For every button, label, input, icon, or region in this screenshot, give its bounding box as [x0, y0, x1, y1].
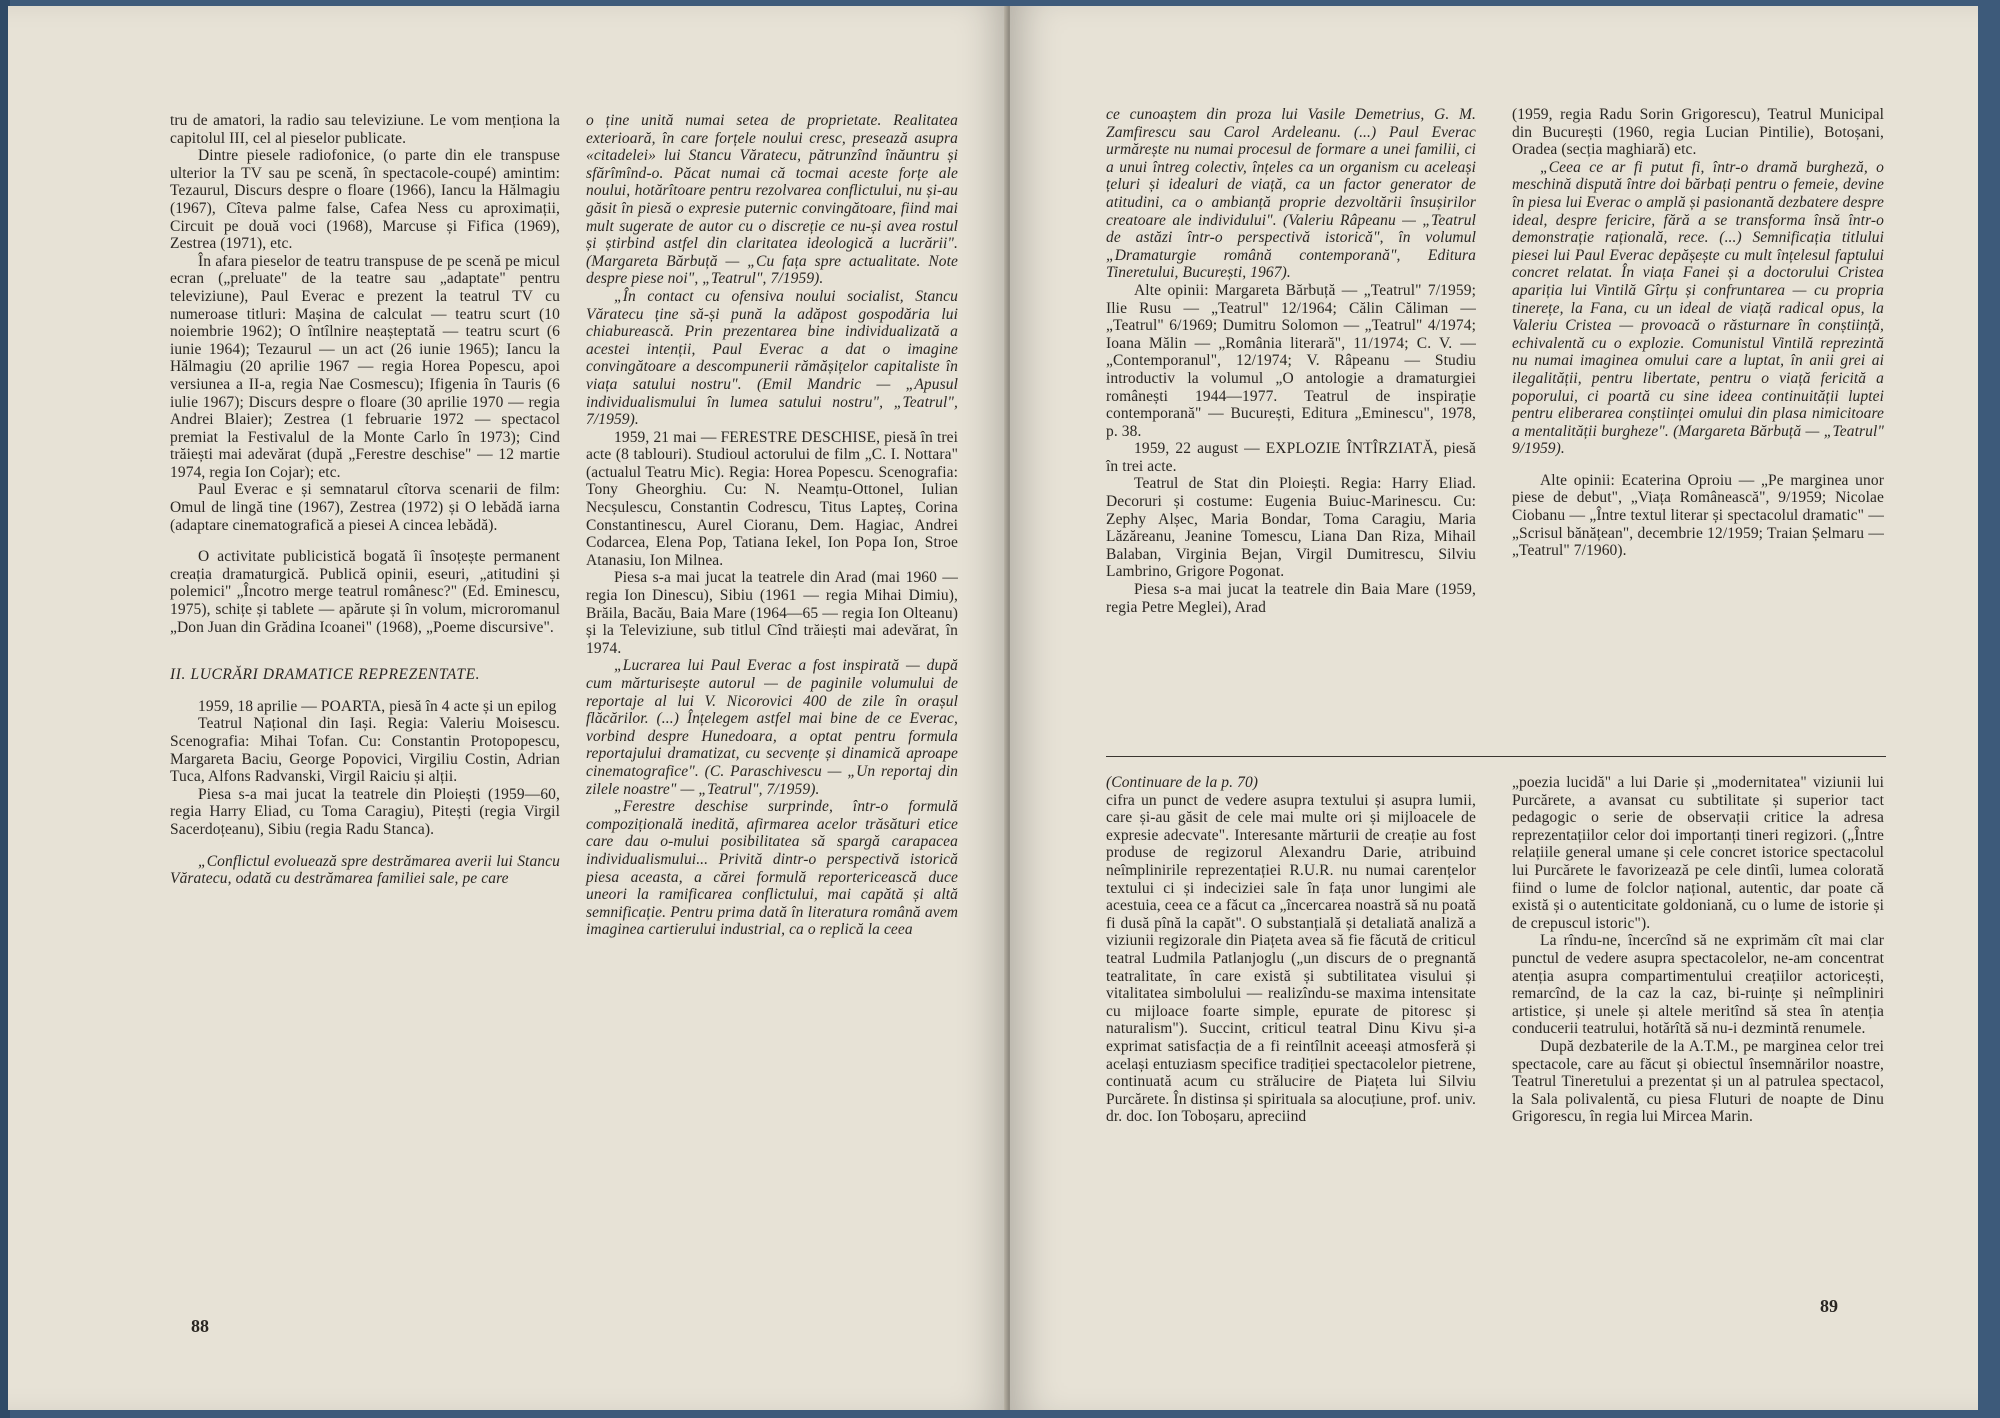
left-page [8, 6, 1008, 1410]
paragraph: O activitate publicistică bogată îi însoțește permanent creația dramaturgică. Publică opinii, eseuri, „atitudini și polemici" „Încotro merge teatrul românesc?" (Ed. Eminescu, 1975), schițe și tablete — apărute și în volum, microromanul „Don Juan din Grădina Icoanei" (1968), „Poeme discursive". [170, 548, 560, 636]
section-heading: II. LUCRĂRI DRAMATICE REPREZENTATE. [170, 666, 481, 684]
continuation-note: (Continuare de la p. 70) [1106, 774, 1259, 791]
right-column-2 [1512, 106, 1884, 560]
quotation: o ține unită numai setea de proprietate. Realitatea exterioară, în care forțele noului cresc, presează asupra «citadelei» lui Stancu Văratecu, pătrunzînd înăuntru și sfărîmînd-o. Păcat numai că tocmai aceste forțe ale noului, hotărîtoare pentru rezolvarea conflictului, nu și-au găsit în piesă o expresie puternic convingătoare, fiind mai mult sugerate de autor cu o discreție ce nu-și avea rostul și știrbind astfel din claritatea ideologică a lucrării". (Margareta Bărbuță — „Cu fața spre actualitate. Note despre piese noi", „Teatrul", 7/1959). [586, 112, 958, 288]
paragraph: La rîndu-ne, încercînd să ne exprimăm cît mai clar punctul de vedere asupra spectacolelor, ne-am concentrat atenția asupra compartimentului creațiilor actoricești, remarcînd, de la caz la caz, bi-ruințe și neîmpliniri artistice, și unele și altele meritînd să stea în atenția conducerii teatrului, hotărîtă să nu-i dezmintă renumele. [1512, 932, 1884, 1038]
right-column-3 [1106, 774, 1476, 1126]
paragraph: Dintre piesele radiofonice, (o parte din ele transpuse ulterior la TV sau pe scenă, în spectacole-coupé) amintim: Tezaurul, Discurs despre o floare (1966), Iancu la Hălmagiu (1967), Cîteva palme false, Cafea Ness cu aproximații, Circuit pe două voci (1968), Marcuse și Fifica (1969), Zestrea (1971), etc. [170, 147, 560, 253]
left-column-1 [170, 112, 560, 888]
quotation: „Ferestre deschise surprinde, într-o formulă compozițională inedită, afirmarea acelor trăsături etice care dau o-mului posibilitatea să spargă carapacea individualismului... Privită dintr-o perspectivă istorică piesa aceasta, a cărei formulă reportericească duce uneori la ramificarea conflictului, mai capătă și altă semnificație. Pentru prima dată în literatura română avem imaginea cartierului industrial, ca o replică la ceea [586, 798, 958, 939]
quotation: ce cunoaștem din proza lui Vasile Demetrius, G. M. Zamfirescu sau Carol Ardeleanu. (...) Paul Everac urmărește nu numai procesul de formare a unei familii, ci a unui întreg colectiv, înțeles ca un organism cu aceleași țeluri și idealuri de viață, ca un factor generator de atitudini, ca o ambianță proprie dezvoltării însușirilor creatoare ale individului". (Valeriu Râpeanu — „Teatrul de astăzi într-o perspectivă istorică", în volumul „Dramaturgie română contemporană", Editura Tineretului, București, 1967). [1106, 106, 1476, 282]
paragraph: „poezia lucidă" a lui Darie și „modernitatea" viziunii lui Purcărete, a avansat cu subtilitate și superior tact pedagogic o serie de observații critice la adresa reprezentațiilor celor doi importanți tineri regizori. („Între relațiile general umane și cele concret istorice spectacolul lui Purcărete le favorizează pe cele dintîi, lumea colorată fiind o lume de folclor național, autentic, dar poate că există și o autenticitate goldoniană, cu o lume de istorie și de crepuscul istoric"). [1512, 774, 1884, 932]
paragraph: Teatrul Național din Iași. Regia: Valeriu Moisescu. Scenografia: Mihai Tofan. Cu: Constantin Protopopescu, Margareta Baciu, George Popovici, Virgiliu Costin, Adrian Tuca, Alfons Radvanski, Virgil Raiciu și alții. [170, 715, 560, 786]
paragraph: tru de amatori, la radio sau televiziune. Le vom menționa la capitolul III, cel al pieselor publicate. [170, 112, 560, 147]
paragraph: Piesa s-a mai jucat la teatrele din Ploiești (1959—60, regia Harry Eliad, cu Toma Caragiu), Pitești (regia Virgil Sacerdoțeanu), Sibiu (regia Radu Stanca). [170, 785, 560, 838]
paragraph: Alte opinii: Margareta Bărbuță — „Teatrul" 7/1959; Ilie Rusu — „Teatrul" 12/1964; Călin Căliman — „Teatrul" 6/1969; Dumitru Solomon — „Teatrul" 4/1974; Ioana Mălin — „România literară", 11/1974; C. V. — „Contemporanul", 12/1974; V. Râpeanu — Studiu introductiv la volumul „O antologie a dramaturgiei românești 1944—1977. Teatrul de inspirație contemporană" — București, Editura „Eminescu", 1978, p. 38. [1106, 281, 1476, 440]
paragraph: Alte opinii: Ecaterina Oproiu — „Pe marginea unor piese de debut", „Viața Românească", 9/1959; Nicolae Ciobanu — „Între textul literar și spectacolul dramatic" — „Scrisul bănățean", decembrie 12/1959; Traian Șelmaru — „Teatrul" 7/1960). [1512, 471, 1884, 560]
paragraph: 1959, 18 aprilie — POARTA, piesă în 4 acte și un epilog [198, 697, 557, 715]
left-column-2 [586, 112, 958, 939]
quotation: „Ceea ce ar fi putut fi, într-o dramă burgheză, o meschină dispută între doi bărbați pentru o femeie, devine în piesa lui Everac o amplă și pasionantă dezbatere despre ideal, despre fericire, fără a se transforma însă într-o demonstrație rațională, rece. (...) Semnificația titlului piesei lui Paul Everac depășește cu mult înțelesul faptului concret relatat. În viața Fanei și a doctorului Cristea apariția lui Vintilă Gîrțu și confruntarea — cu propria tinerețe, la Fana, cu un ideal de viață radical opus, la Valeriu Cristea — provoacă o răsturnare în conștiință, echivalentă cu o explozie. Comunistul Vintilă reprezintă nu numai imaginea omului care a luptat, în anii grei ai ilegalității, pentru libertate, pentru o viață fericită a poporului, ci poartă cu sine ideea continuității luptei pentru eliberarea conștiinței omului din plasa nimicitoare a mentalității burgheze". (Margareta Bărbuță — „Teatrul" 9/1959). [1512, 158, 1884, 458]
paragraph: În afara pieselor de teatru transpuse de pe scenă pe micul ecran („preluate" de la teatre sau „adaptate" pentru televiziune), Paul Everac e prezent la teatrul TV cu numeroase titluri: Mașina de calculat — teatru scurt (10 noiembrie 1962); O întîlnire neașteptată — teatru scurt (6 iunie 1964); Tezaurul — un act (26 iunie 1965); Iancu la Hălmagiu (20 aprilie 1967 — regia Horea Popescu, apoi versiunea a II-a, regia Nae Cosmescu); Ifigenia în Tauris (6 iulie 1967); Discurs despre o floare (30 aprilie 1970 — regia Andrei Blaier); Zestrea (1 februarie 1972 — spectacol premiat la Festivalul de la Monte Carlo în 1973); Cind trăiești mai adevărat (după „Ferestre deschise" — 12 martie 1974, regia Ion Cojar); etc. [170, 252, 560, 481]
paragraph: (1959, regia Radu Sorin Grigorescu), Teatrul Municipal din București (1960, regia Lucian Pintilie), Botoșani, Oradea (secția maghiară) etc. [1512, 106, 1884, 159]
paragraph: 1959, 22 august — EXPLOZIE ÎNTÎRZIATĂ, piesă în trei acte. [1106, 440, 1476, 475]
page-number: 88 [191, 1316, 209, 1336]
right-column-1 [1106, 106, 1476, 616]
quotation: „Conflictul evoluează spre destrămarea averii lui Stancu Văratecu, odată cu destrămarea familiei sale, pe care [170, 852, 560, 888]
paragraph: Piesa s-a mai jucat la teatrele din Arad (mai 1960 — regia Ion Dinescu), Sibiu (1961 — regia Mihai Dimiu), Brăila, Bacău, Baia Mare (1964—65 — regia Ion Olteanu) și la Televiziune, sub titlul Cînd trăiești mai adevărat, în 1974. [586, 569, 958, 657]
paragraph: Piesa s-a mai jucat la teatrele din Baia Mare (1959, regia Petre Meglei), Arad [1106, 581, 1476, 616]
quotation: „Lucrarea lui Paul Everac a fost inspirată — după cum mărturisește autorul — de paginile volumului de reportaje al lui V. Nicorovici 400 de zile în orașul flăcărilor. (...) Înțelegem astfel mai bine de ce Everac, vorbind despre Hunedoara, a optat pentru formula reportajului dramatizat, cu secvențe și dinamică aproape cinematografice". (C. Paraschivescu — „Un reportaj din zilele noastre" — „Teatrul", 7/1959). [586, 657, 958, 798]
paragraph: 1959, 21 mai — FERESTRE DESCHISE, piesă în trei acte (8 tablouri). Studioul actorului de film „C. I. Nottara" (actualul Teatru Mic). Regia: Horea Popescu. Scenografia: Tony Gheorghiu. Cu: N. Neamțu-Ottonel, Iulian Necșulescu, Constantin Codrescu, Titus Lapteș, Corina Constantinescu, Aurel Cioranu, Dem. Hagiac, Andrei Codarcea, Elena Pop, Tatiana Iekel, Ion Popa Ion, Stroe Atanasiu, Ion Milnea. [586, 428, 958, 569]
paragraph: Paul Everac e și semnatarul cîtorva scenarii de film: Omul de lingă tine (1967), Zestrea (1972) și O lebădă iarna (adaptare cinematografică a piesei A cincea lebădă). [170, 481, 560, 534]
paragraph: cifra un punct de vedere asupra textului și asupra lumii, care și-au găsit de cele mai multe ori și mijloacele de expresie adecvate". Interesante mărturii de creație au fost produse de regizorul Alexandru Darie, atribuind neîmplinirile reprezentației R.U.R. nu numai carențelor textului ci și indeciziei sale în fața unor lungimi ale acestuia, ceea ce a făcut ca „încercarea noastră să nu poată fi dusă pînă la capăt". O substanțială și detaliată analiză a viziunii regizorale din Piațeta avea să fie făcută de criticul teatral Ludmila Patlanjoglu („un discurs de o pregnantă teatralitate, în care există și subtilitatea visului și vitalitatea simbolului — realizîndu-se maxima intensitate cu mijloace foarte simple, epurate de pitoresc și naturalism"). Succint, criticul teatral Dinu Kivu și-a exprimat satisfacția de a fi reintîlnit aceeași atmosferă și același entuziasm specifice tradiției spectacolelor pietrene, continuată acum cu strălucire de Piațeta lui Silviu Purcărete. În distinsa și spirituala sa alocuțiune, prof. univ. dr. doc. Ion Toboșaru, apreciind [1106, 791, 1476, 1126]
page-number: 89 [1820, 1296, 1838, 1316]
right-column-4 [1512, 774, 1884, 1126]
right-page [1010, 6, 1978, 1410]
paragraph: Teatrul de Stat din Ploiești. Regia: Harry Eliad. Decoruri și costume: Eugenia Buiuc-Marinescu. Cu: Zephy Alșec, Maria Bondar, Toma Caragiu, Maria Lăzăreanu, Jeanine Tomescu, Liana Dan Riza, Mihail Balaban, Virginia Bejan, Virgil Dumitrescu, Silviu Lambrino, Grigore Pogonat. [1106, 475, 1476, 581]
quotation: „În contact cu ofensiva noului socialist, Stancu Văratecu ține să-și pună la adăpost gospodăria lui chiaburească. Prin prezentarea bine individualizată a acestei intenții, Paul Everac a dat o imagine convingătoare a descompunerii rămășițelor capitaliste în viața satului nostru". (Emil Mandric — „Apusul individualismului în lumea satului nostru", „Teatrul", 7/1959). [586, 287, 958, 429]
paragraph: După dezbaterile de la A.T.M., pe marginea celor trei spectacole, care au făcut și obiectul însemnărilor noastre, Teatrul Tineretului a prezentat și un al patrulea spectacol, la Sala polivalentă, cu piesa Fluturi de noapte de Dinu Grigorescu, în regia lui Mircea Marin. [1512, 1037, 1884, 1126]
section-divider [1106, 756, 1886, 757]
